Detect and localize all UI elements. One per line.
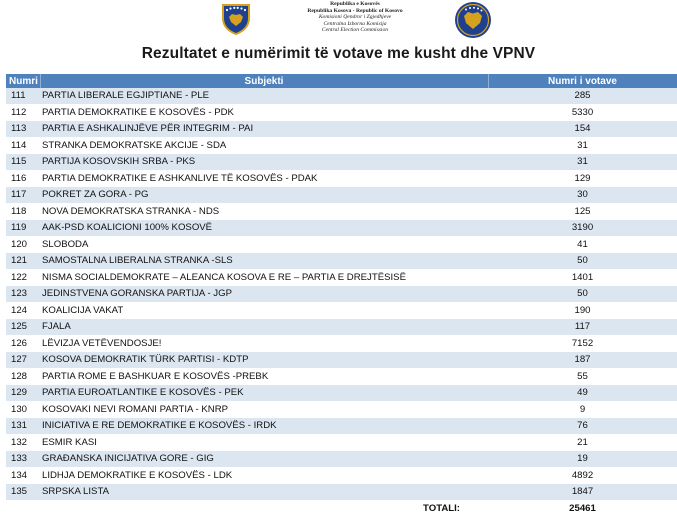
table-row: [6, 104, 677, 121]
row-votes: 3190: [488, 220, 677, 237]
table-row: [6, 286, 677, 303]
row-subject: JEDINSTVENA GORANSKA PARTIJA - JGP: [40, 286, 488, 303]
document-header: [0, 0, 677, 44]
institution-line: Komisioni Qendror i Zgjedhjeve: [318, 14, 392, 21]
row-subject: LËVIZJA VETËVENDOSJE!: [40, 335, 488, 352]
row-subject: POKRET ZA GORA - PG: [40, 187, 488, 204]
column-header-votes: Numri i votave: [488, 74, 677, 88]
row-votes: 50: [488, 286, 677, 303]
row-subject: PARTIA ROME E BASHKUAR E KOSOVËS -PREBK: [40, 368, 488, 385]
row-subject: NISMA SOCIALDEMOKRATE – ALEANCA KOSOVA E RE – PARTIA E DREJTËSISË: [40, 269, 488, 286]
row-subject: LIDHJA DEMOKRATIKE E KOSOVËS - LDK: [40, 467, 488, 484]
row-votes: 1401: [488, 269, 677, 286]
table-row: [6, 352, 677, 369]
table-row: [6, 187, 677, 204]
row-subject: PARTIA E ASHKALINJËVE PËR INTEGRIM - PAI: [40, 121, 488, 138]
institution-name: [280, 1, 430, 34]
table-row: [6, 137, 677, 154]
row-number: 113: [6, 121, 40, 138]
table-row: [6, 220, 677, 237]
table-body: [6, 88, 677, 500]
row-subject: KOALICIJA VAKAT: [40, 302, 488, 319]
total-row: [6, 500, 677, 516]
row-subject: KOSOVAKI NEVI ROMANI PARTIA - KNRP: [40, 401, 488, 418]
row-number: 111: [6, 88, 40, 104]
row-number: 129: [6, 385, 40, 402]
table-row: [6, 368, 677, 385]
row-votes: 30: [488, 187, 677, 204]
row-votes: 4892: [488, 467, 677, 484]
row-number: 134: [6, 467, 40, 484]
row-number: 123: [6, 286, 40, 303]
row-number: 120: [6, 236, 40, 253]
row-votes: 19: [488, 451, 677, 468]
row-number: 122: [6, 269, 40, 286]
row-subject: STRANKA DEMOKRATSKE AKCIJE - SDA: [40, 137, 488, 154]
table-row: [6, 121, 677, 138]
column-header-subject: Subjekti: [40, 74, 488, 88]
table-row: [6, 302, 677, 319]
row-votes: 41: [488, 236, 677, 253]
row-votes: 5330: [488, 104, 677, 121]
row-votes: 31: [488, 154, 677, 171]
row-subject: PARTIA EUROATLANTIKE E KOSOVËS - PEK: [40, 385, 488, 402]
row-subject: SLOBODA: [40, 236, 488, 253]
table-row: [6, 236, 677, 253]
table-row: [6, 451, 677, 468]
row-subject: SAMOSTALNA LIBERALNA STRANKA -SLS: [40, 253, 488, 270]
row-votes: 50: [488, 253, 677, 270]
row-subject: FJALA: [40, 319, 488, 336]
row-subject: ESMIR KASI: [40, 434, 488, 451]
table-row: [6, 203, 677, 220]
results-table-container: [6, 74, 677, 516]
row-votes: 190: [488, 302, 677, 319]
row-number: 124: [6, 302, 40, 319]
row-number: 130: [6, 401, 40, 418]
table-row: [6, 385, 677, 402]
row-subject: PARTIA LIBERALE EGJIPTIANE - PLE: [40, 88, 488, 104]
total-label: TOTALI:: [40, 500, 488, 516]
row-subject: PARTIJA KOSOVSKIH SRBA - PKS: [40, 154, 488, 171]
column-header-number: Numri: [6, 74, 40, 88]
row-number: 115: [6, 154, 40, 171]
table-row: [6, 401, 677, 418]
row-votes: 1847: [488, 484, 677, 501]
row-subject: AAK-PSD KOALICIONI 100% KOSOVË: [40, 220, 488, 237]
row-number: 126: [6, 335, 40, 352]
row-number: 118: [6, 203, 40, 220]
institution-line: Centralna Izborna Komisija: [323, 20, 387, 27]
row-subject: KOSOVA DEMOKRATIK TÜRK PARTISI - KDTP: [40, 352, 488, 369]
table-row: [6, 154, 677, 171]
table-row: [6, 418, 677, 435]
table-row: [6, 335, 677, 352]
table-row: [6, 253, 677, 270]
row-subject: PARTIA DEMOKRATIKE E ASHKANLIVE TË KOSOVËS - PDAK: [40, 170, 488, 187]
institution-line: Central Election Commission: [321, 27, 389, 34]
row-votes: 187: [488, 352, 677, 369]
page-title: Rezultatet e numërimit të votave me kusht dhe VPNV: [141, 45, 536, 62]
kosovo-coat-of-arms-icon: [218, 1, 254, 37]
row-number: 127: [6, 352, 40, 369]
row-subject: INICIATIVA E RE DEMOKRATIKE E KOSOVËS - IRDK: [40, 418, 488, 435]
row-number: 131: [6, 418, 40, 435]
row-number: 117: [6, 187, 40, 204]
row-number: 135: [6, 484, 40, 501]
row-subject: NOVA DEMOKRATSKA STRANKA - NDS: [40, 203, 488, 220]
total-value: 25461: [488, 500, 677, 516]
row-number: 125: [6, 319, 40, 336]
row-number: 114: [6, 137, 40, 154]
total-spacer: [6, 500, 40, 516]
table-row: [6, 319, 677, 336]
row-subject: PARTIA DEMOKRATIKE E KOSOVËS - PDK: [40, 104, 488, 121]
row-votes: 55: [488, 368, 677, 385]
row-subject: SRPSKA LISTA: [40, 484, 488, 501]
row-number: 112: [6, 104, 40, 121]
row-votes: 9: [488, 401, 677, 418]
row-number: 133: [6, 451, 40, 468]
row-votes: 31: [488, 137, 677, 154]
table-row: [6, 269, 677, 286]
table-row: [6, 170, 677, 187]
table-header-row: [6, 74, 677, 88]
row-number: 121: [6, 253, 40, 270]
row-votes: 117: [488, 319, 677, 336]
results-table: [6, 74, 677, 516]
row-votes: 49: [488, 385, 677, 402]
row-number: 128: [6, 368, 40, 385]
institution-line: Republika e Kosovës: [330, 1, 380, 7]
row-votes: 125: [488, 203, 677, 220]
table-row: [6, 88, 677, 104]
institution-line: Republika Kosova - Republic of Kosovo: [307, 7, 403, 14]
row-votes: 154: [488, 121, 677, 138]
row-votes: 76: [488, 418, 677, 435]
row-number: 116: [6, 170, 40, 187]
table-row: [6, 467, 677, 484]
table-row: [6, 434, 677, 451]
row-number: 119: [6, 220, 40, 237]
row-subject: GRAĐANSKA INICIJATIVA GORE - GIG: [40, 451, 488, 468]
row-votes: 285: [488, 88, 677, 104]
table-row: [6, 484, 677, 501]
row-votes: 21: [488, 434, 677, 451]
cec-seal-icon: [454, 1, 492, 39]
row-votes: 7152: [488, 335, 677, 352]
row-votes: 129: [488, 170, 677, 187]
row-number: 132: [6, 434, 40, 451]
